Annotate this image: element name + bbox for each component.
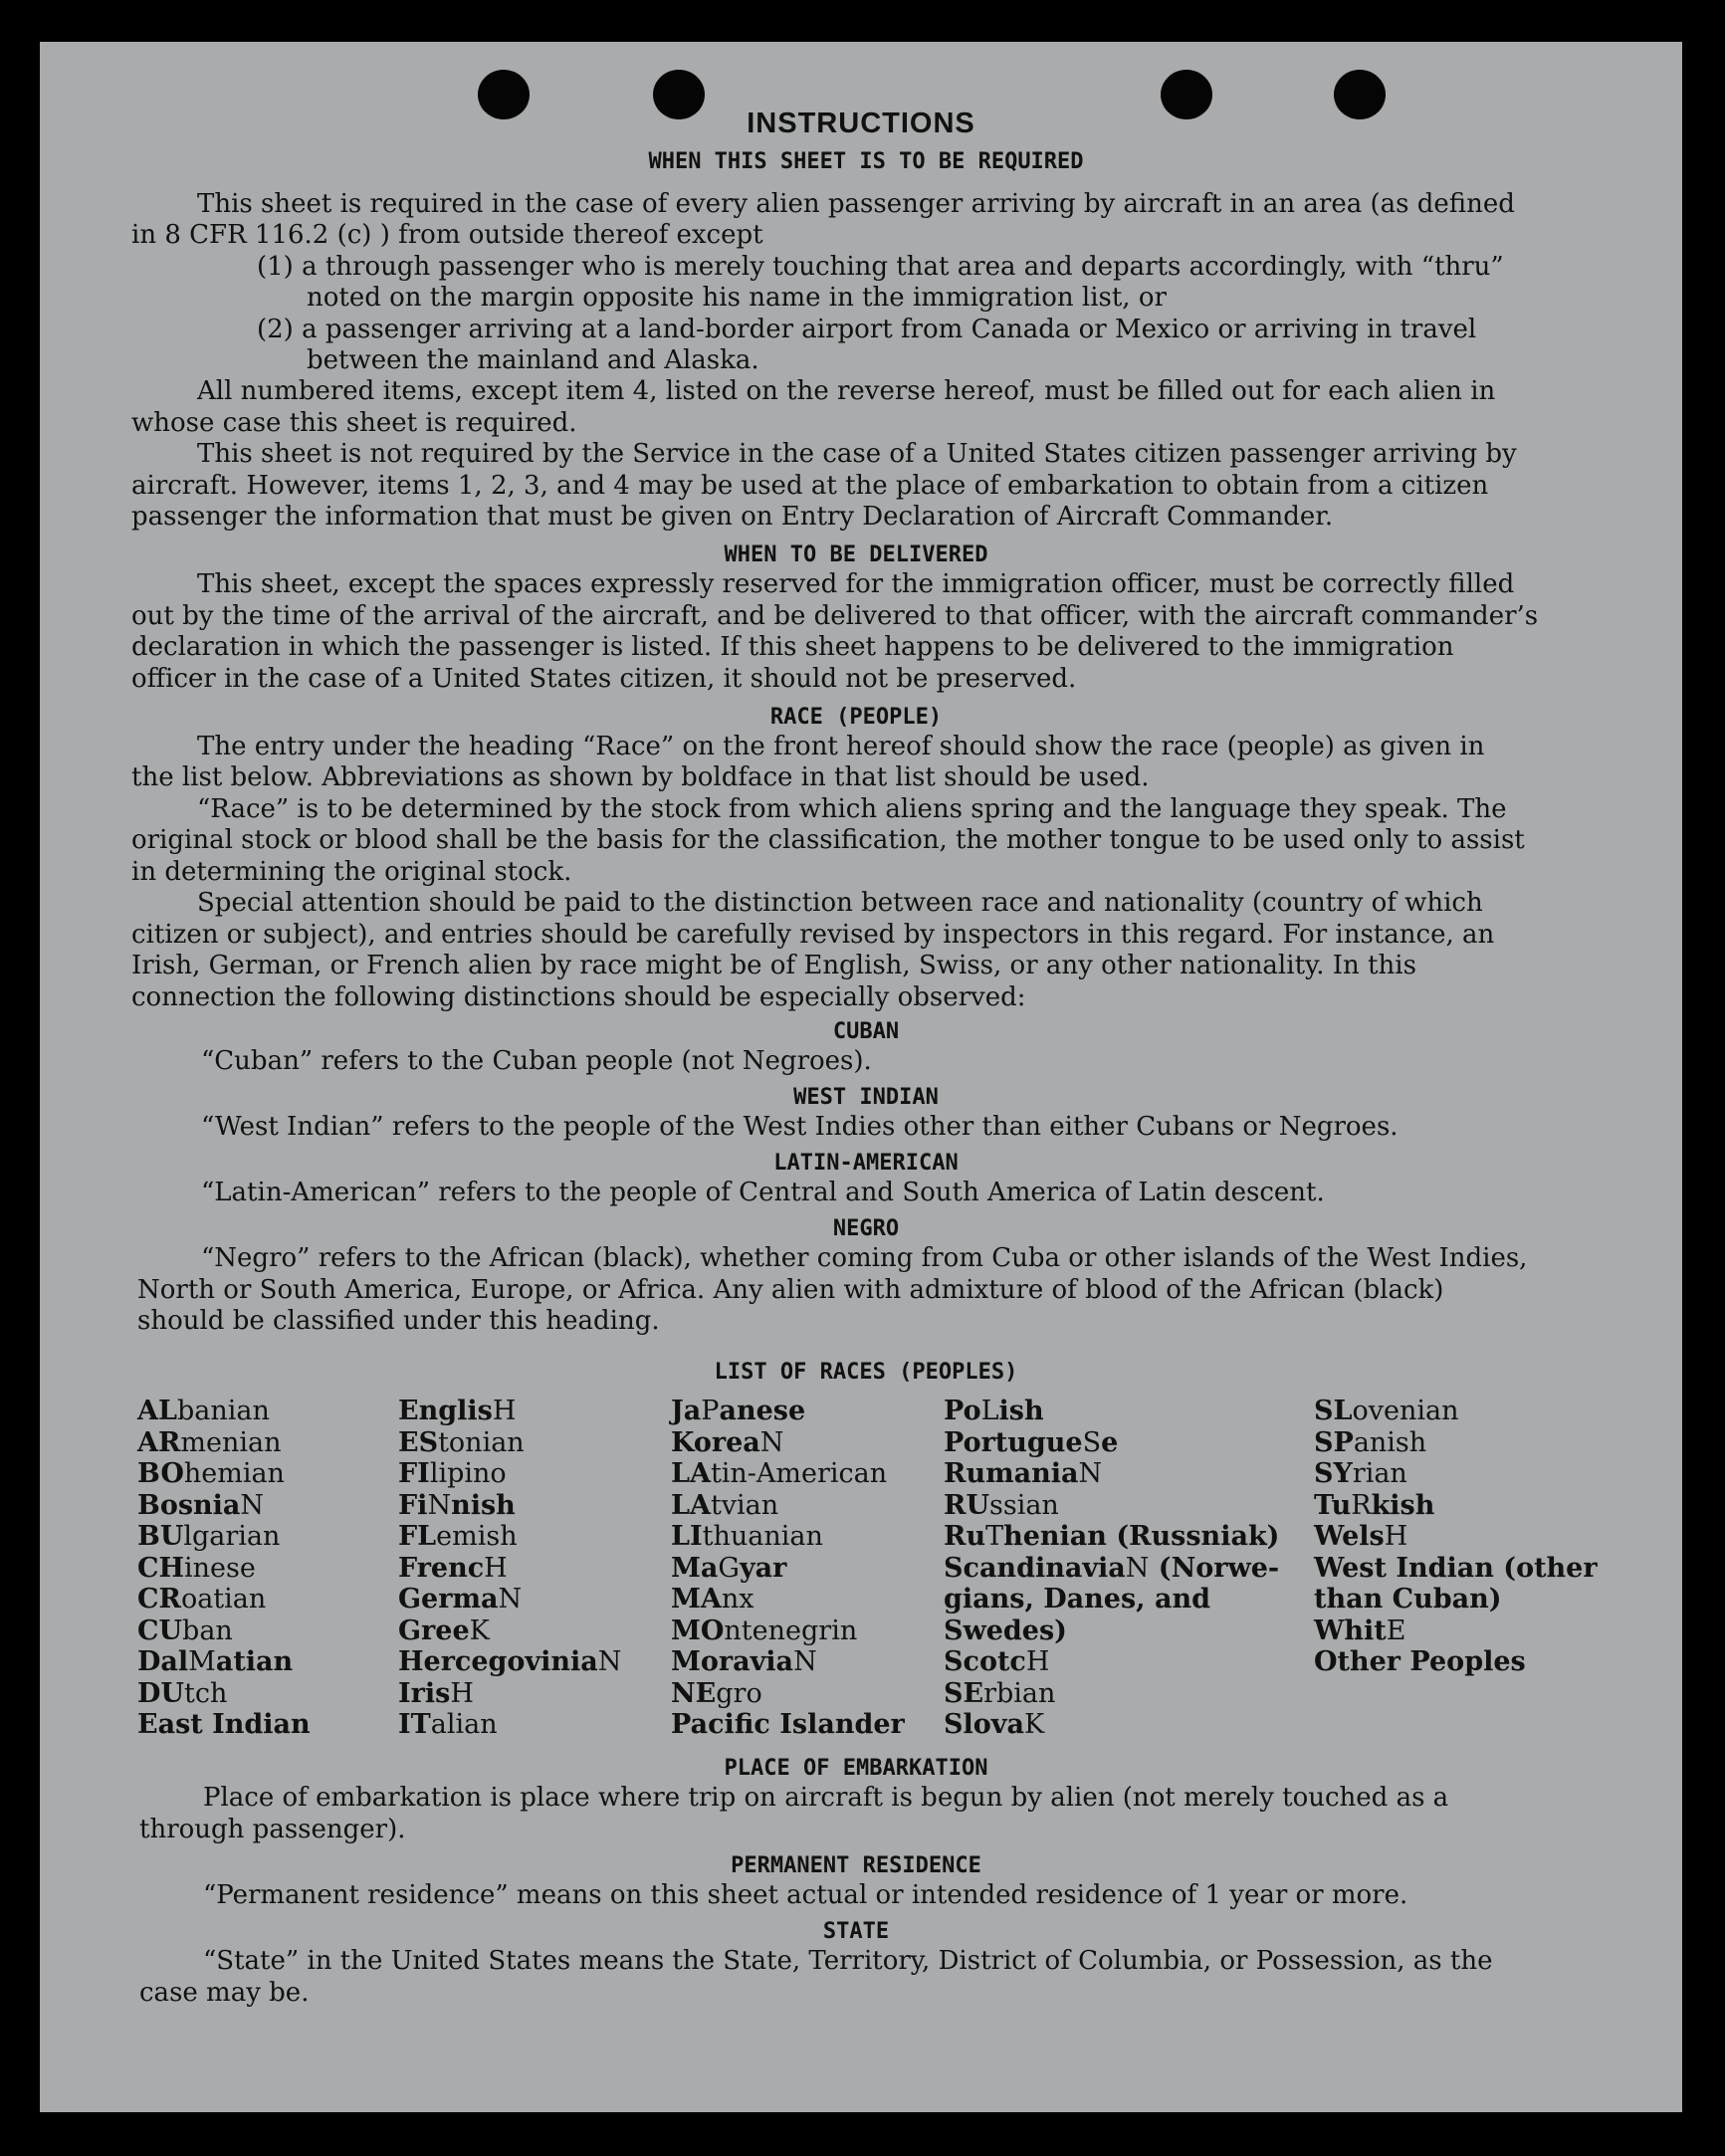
race-entry — [398, 1458, 621, 1490]
race-abbrev: FL — [398, 1521, 437, 1552]
section-heading-list-of-races: LIST OF RACES (PEOPLES) — [714, 1360, 1018, 1385]
race-rest: N — [597, 1646, 622, 1677]
race-entry — [137, 1427, 311, 1459]
race-entry — [1314, 1396, 1598, 1427]
race-rest: banian — [176, 1396, 270, 1426]
race-rest: N — [427, 1489, 452, 1521]
race-entry — [671, 1616, 905, 1647]
race-rest: T — [985, 1521, 1004, 1552]
paragraph-line: aircraft. However, items 1, 2, 3, and 4 may be used at the place of embarkation to obtain from a citizen — [131, 471, 1489, 501]
race-column — [398, 1396, 621, 1741]
paragraph-line: out by the time of the arrival of the aircraft, and be delivered to that officer, with the aircraft commander’s — [131, 601, 1539, 631]
paragraph-line: original stock or blood shall be the basis for the classification, the mother tongue to be used only to assist — [131, 825, 1525, 855]
race-abbrev: LA — [671, 1489, 711, 1521]
race-rest: N — [759, 1426, 784, 1458]
race-entry — [944, 1646, 1279, 1678]
race-abbrev: Ru — [944, 1521, 986, 1552]
race-entry — [137, 1646, 311, 1678]
race-entry — [671, 1678, 905, 1710]
race-rest: ovenian — [1352, 1396, 1459, 1426]
race-entry — [944, 1584, 1279, 1616]
race-rest: L — [980, 1396, 999, 1426]
race-rest: tvian — [710, 1489, 779, 1521]
paragraph-line: noted on the margin opposite his name in the immigration list, or — [307, 283, 1167, 313]
paragraph-line: Place of embarkation is place where trip on aircraft is begun by alien (not merely touched as a — [203, 1783, 1449, 1813]
race-rest: oatian — [180, 1584, 267, 1615]
race-column — [137, 1396, 311, 1741]
race-rest: K — [469, 1615, 490, 1646]
race-entry — [671, 1396, 905, 1427]
race-rest: H — [1384, 1521, 1408, 1552]
race-rest: menian — [180, 1426, 282, 1458]
paragraph-line: “Permanent residence” means on this sheet actual or intended residence of 1 year or more. — [203, 1880, 1408, 1910]
race-rest: anish — [1353, 1426, 1427, 1458]
paragraph-line: This sheet is required in the case of every alien passenger arriving by aircraft in an area (as defined — [197, 189, 1515, 219]
paragraph-line: This sheet is not required by the Service in the case of a United States citizen passenger arriving by — [197, 439, 1517, 469]
page-title: INSTRUCTIONS — [747, 108, 975, 139]
race-rest: lipino — [429, 1458, 507, 1489]
race-abbrev: SP — [1314, 1426, 1354, 1458]
race-abbrev: henian (Russniak) — [1003, 1521, 1280, 1552]
race-abbrev: BO — [137, 1458, 184, 1489]
race-entry — [671, 1521, 905, 1553]
race-rest: N — [1125, 1552, 1150, 1584]
section-heading-latin-american: LATIN-AMERICAN — [773, 1151, 959, 1176]
race-rest: thuanian — [702, 1521, 823, 1552]
race-entry — [137, 1709, 311, 1741]
paragraph-line: “Race” is to be determined by the stock from which aliens spring and the language they speak. The — [197, 794, 1507, 824]
paragraph-line: between the mainland and Alaska. — [307, 345, 759, 375]
race-entry — [944, 1490, 1279, 1522]
paragraph-line: The entry under the heading “Race” on the front hereof should show the race (people) as given in — [197, 732, 1485, 761]
race-rest: rian — [1352, 1458, 1407, 1489]
race-rest: H — [450, 1677, 474, 1709]
race-abbrev: LA — [671, 1458, 711, 1489]
race-abbrev: East Indian — [137, 1709, 311, 1740]
race-rest: ban — [182, 1615, 233, 1646]
race-rest: N — [1078, 1458, 1103, 1489]
paragraph-line: “Latin-American” refers to the people of Central and South America of Latin descent. — [201, 1178, 1325, 1207]
race-abbrev: SL — [1314, 1396, 1353, 1426]
paragraph-line: Irish, German, or French alien by race might be of English, Swiss, or any other nationality. In this — [131, 951, 1416, 980]
paragraph-line: case may be. — [139, 1978, 310, 2008]
race-abbrev: than Cuban) — [1314, 1584, 1502, 1615]
race-rest: ssian — [988, 1489, 1059, 1521]
race-entry — [944, 1458, 1279, 1490]
race-rest: P — [701, 1396, 720, 1426]
race-abbrev: e — [1101, 1426, 1119, 1458]
race-abbrev: Pacific Islander — [671, 1709, 905, 1740]
race-rest: H — [492, 1396, 517, 1426]
race-abbrev: CU — [137, 1615, 183, 1646]
paragraph-line: connection the following distinctions should be especially observed: — [131, 982, 1026, 1012]
race-entry — [1314, 1584, 1598, 1616]
race-entry — [1314, 1521, 1598, 1553]
race-column — [944, 1396, 1279, 1741]
race-abbrev: AR — [137, 1426, 181, 1458]
race-abbrev: Gree — [398, 1615, 470, 1646]
race-entry — [944, 1678, 1279, 1710]
race-rest: ntenegrin — [724, 1615, 858, 1646]
race-abbrev: (Norwe- — [1149, 1552, 1280, 1584]
paragraph-line: citizen or subject), and entries should be carefully revised by inspectors in this regard. For instance, an — [131, 920, 1495, 950]
race-rest: gro — [716, 1677, 762, 1709]
section-heading-embarkation: PLACE OF EMBARKATION — [724, 1756, 988, 1781]
race-entry — [137, 1396, 311, 1427]
race-entry — [1314, 1458, 1598, 1490]
race-abbrev: Moravia — [671, 1646, 794, 1677]
race-entry — [671, 1490, 905, 1522]
race-entry — [944, 1427, 1279, 1459]
race-abbrev: Bosnia — [137, 1489, 241, 1521]
race-abbrev: SE — [944, 1677, 984, 1709]
paragraph-line: whose case this sheet is required. — [131, 408, 577, 438]
race-abbrev: Englis — [398, 1396, 493, 1426]
race-rest: tin-American — [710, 1458, 888, 1489]
race-abbrev: BU — [137, 1521, 184, 1552]
paragraph-line: the list below. Abbreviations as shown by boldface in that list should be used. — [131, 762, 1150, 792]
race-entry — [398, 1427, 621, 1459]
race-abbrev: Other Peoples — [1314, 1646, 1526, 1677]
paragraph-line: declaration in which the passenger is listed. If this sheet happens to be delivered to the immigration — [131, 632, 1454, 662]
race-entry — [398, 1396, 621, 1427]
race-abbrev: IT — [398, 1709, 431, 1740]
race-abbrev: West Indian (other — [1314, 1552, 1598, 1584]
paragraph-line: “State” in the United States means the State, Territory, District of Columbia, or Possession, as the — [203, 1946, 1493, 1976]
race-abbrev: atian — [215, 1646, 294, 1677]
race-entry — [137, 1490, 311, 1522]
race-abbrev: AL — [137, 1396, 177, 1426]
race-abbrev: Swedes) — [944, 1615, 1067, 1646]
race-abbrev: Korea — [671, 1426, 760, 1458]
race-abbrev: Ja — [671, 1396, 702, 1426]
paragraph-line: (2) a passenger arriving at a land-border airport from Canada or Mexico or arriving in travel — [257, 315, 1477, 344]
race-rest: alian — [430, 1709, 498, 1740]
race-rest: N — [240, 1489, 265, 1521]
race-entry — [398, 1709, 621, 1741]
race-abbrev: nish — [451, 1489, 516, 1521]
race-abbrev: MA — [671, 1584, 722, 1615]
race-rest: emish — [436, 1521, 518, 1552]
section-heading-race: RACE (PEOPLE) — [769, 705, 943, 730]
race-rest: hemian — [183, 1458, 285, 1489]
race-abbrev: anese — [719, 1396, 806, 1426]
race-entry — [944, 1396, 1279, 1427]
paragraph-line: “Cuban” refers to the Cuban people (not Negroes). — [201, 1046, 872, 1076]
race-entry — [137, 1584, 311, 1616]
race-abbrev: CR — [137, 1584, 181, 1615]
race-entry — [1314, 1427, 1598, 1459]
race-entry — [398, 1646, 621, 1678]
race-abbrev: Rumania — [944, 1458, 1079, 1489]
race-abbrev: Hercegovinia — [398, 1646, 598, 1677]
race-abbrev: Ma — [671, 1552, 719, 1584]
race-entry — [671, 1646, 905, 1678]
document-sheet — [40, 42, 1682, 2112]
race-rest: N — [498, 1584, 523, 1615]
race-entry — [944, 1616, 1279, 1647]
paragraph-line: should be classified under this heading. — [137, 1306, 660, 1336]
section-heading-residence: PERMANENT RESIDENCE — [731, 1853, 981, 1878]
race-abbrev: Frenc — [398, 1552, 485, 1584]
section-heading-state: STATE — [822, 1919, 890, 1944]
race-rest: lgarian — [183, 1521, 281, 1552]
section-heading-cuban: CUBAN — [832, 1019, 900, 1044]
race-abbrev: DU — [137, 1677, 184, 1709]
race-entry — [1314, 1490, 1598, 1522]
race-abbrev: Po — [944, 1396, 981, 1426]
race-entry — [944, 1553, 1279, 1585]
race-abbrev: Germa — [398, 1584, 499, 1615]
race-abbrev: Portugue — [944, 1426, 1083, 1458]
race-entry — [1314, 1616, 1598, 1647]
paragraph-line: passenger the information that must be given on Entry Declaration of Aircraft Commander. — [131, 502, 1334, 532]
race-abbrev: Slova — [944, 1709, 1024, 1740]
race-entry — [137, 1553, 311, 1585]
paragraph-line: North or South America, Europe, or Africa. Any alien with admixture of blood of the African (black) — [137, 1275, 1444, 1305]
section-heading-when-required: WHEN THIS SHEET IS TO BE REQUIRED — [648, 149, 1084, 174]
race-abbrev: Scotc — [944, 1646, 1026, 1677]
race-abbrev: Fi — [398, 1489, 428, 1521]
paragraph-line: This sheet, except the spaces expressly reserved for the immigration officer, must be correctly filled — [197, 569, 1515, 599]
race-rest: inese — [184, 1552, 256, 1584]
race-rest: tch — [183, 1677, 228, 1709]
race-entry — [398, 1521, 621, 1553]
section-heading-when-delivered: WHEN TO BE DELIVERED — [724, 542, 988, 567]
race-rest: S — [1082, 1426, 1102, 1458]
race-entry — [1314, 1646, 1598, 1678]
paragraph-line: in 8 CFR 116.2 (c) ) from outside thereof except — [131, 220, 763, 250]
paragraph-line: through passenger). — [139, 1815, 406, 1844]
race-abbrev: ish — [998, 1396, 1044, 1426]
race-entry — [137, 1521, 311, 1553]
race-entry — [137, 1678, 311, 1710]
race-abbrev: ES — [398, 1426, 439, 1458]
race-abbrev: Wels — [1314, 1521, 1385, 1552]
race-entry — [398, 1490, 621, 1522]
race-abbrev: Tu — [1314, 1489, 1352, 1521]
race-entry — [137, 1616, 311, 1647]
race-entry — [671, 1584, 905, 1616]
paragraph-line: “Negro” refers to the African (black), whether coming from Cuba or other islands of the West Indies, — [201, 1243, 1528, 1273]
race-abbrev: MO — [671, 1615, 725, 1646]
race-entry — [671, 1458, 905, 1490]
race-entry — [398, 1678, 621, 1710]
section-heading-negro: NEGRO — [832, 1216, 900, 1241]
race-rest: tonian — [438, 1426, 525, 1458]
race-abbrev: kish — [1371, 1489, 1435, 1521]
race-entry — [944, 1709, 1279, 1741]
race-entry — [671, 1709, 905, 1741]
race-rest: G — [718, 1552, 740, 1584]
race-abbrev: Iris — [398, 1677, 451, 1709]
race-abbrev: Scandinavia — [944, 1552, 1126, 1584]
race-entry — [1314, 1553, 1598, 1585]
race-rest: rbian — [983, 1677, 1056, 1709]
paragraph-line: officer in the case of a United States citizen, it should not be preserved. — [131, 664, 1077, 694]
race-column — [1314, 1396, 1598, 1678]
race-abbrev: Whit — [1314, 1615, 1387, 1646]
race-entry — [944, 1521, 1279, 1553]
race-abbrev: LI — [671, 1521, 703, 1552]
paragraph-line: in determining the original stock. — [131, 857, 572, 887]
race-abbrev: Dal — [137, 1646, 189, 1677]
race-entry — [671, 1427, 905, 1459]
paragraph-line: (1) a through passenger who is merely touching that area and departs accordingly, with “thru” — [257, 252, 1504, 282]
race-rest: nx — [721, 1584, 755, 1615]
race-column — [671, 1396, 905, 1741]
race-rest: N — [793, 1646, 817, 1677]
paragraph-line: Special attention should be paid to the distinction between race and nationality (country of which — [197, 888, 1483, 918]
race-entry — [398, 1553, 621, 1585]
race-entry — [398, 1584, 621, 1616]
paragraph-line: All numbered items, except item 4, listed on the reverse hereof, must be filled out for each alien in — [197, 376, 1496, 406]
race-rest: E — [1386, 1615, 1406, 1646]
race-rest: K — [1023, 1709, 1045, 1740]
race-entry — [398, 1616, 621, 1647]
race-abbrev: FI — [398, 1458, 430, 1489]
race-abbrev: gians, Danes, and — [944, 1584, 1210, 1615]
race-entry — [137, 1458, 311, 1490]
race-abbrev: NE — [671, 1677, 717, 1709]
race-rest: R — [1351, 1489, 1372, 1521]
section-heading-west-indian: WEST INDIAN — [793, 1085, 939, 1110]
race-entry — [671, 1553, 905, 1585]
race-abbrev: SY — [1314, 1458, 1353, 1489]
race-abbrev: CH — [137, 1552, 184, 1584]
race-abbrev: RU — [944, 1489, 989, 1521]
race-rest: M — [188, 1646, 216, 1677]
paragraph-line: “West Indian” refers to the people of the West Indies other than either Cubans or Negroes. — [201, 1112, 1399, 1142]
race-abbrev: yar — [739, 1552, 787, 1584]
race-rest: H — [484, 1552, 508, 1584]
race-rest: H — [1025, 1646, 1050, 1677]
